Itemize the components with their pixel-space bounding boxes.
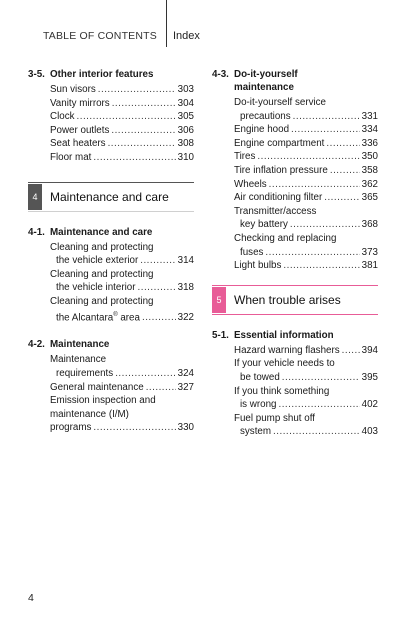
entry-page: 310 <box>177 151 194 163</box>
leader-dots <box>93 421 175 435</box>
toc-entry[interactable] <box>234 123 378 137</box>
leader-dots <box>283 259 359 273</box>
entry-label: Hazard warning flashers <box>234 344 340 356</box>
leader-dots <box>257 150 359 164</box>
entry-page: 381 <box>361 260 378 272</box>
section-number: 4-1. <box>28 226 45 238</box>
toc-entry[interactable] <box>50 241 194 268</box>
entry-page: 394 <box>361 344 378 356</box>
toc-entry[interactable] <box>234 232 378 259</box>
toc-entry[interactable] <box>234 205 378 232</box>
entry-page: 308 <box>177 138 194 150</box>
entry-label: If your vehicle needs to <box>234 358 335 370</box>
index-link[interactable]: Index <box>173 30 200 42</box>
entry-label: precautions <box>240 110 291 122</box>
leader-dots <box>108 137 176 151</box>
entry-label: Clock <box>50 111 75 123</box>
entry-label: Engine hood <box>234 124 290 136</box>
entry-label: Emission inspection and <box>50 395 156 407</box>
entry-page: 336 <box>361 137 378 149</box>
entry-page: 395 <box>361 371 378 383</box>
entry-label: Cleaning and protecting <box>50 295 154 307</box>
section-number: 4-3. <box>212 69 229 80</box>
toc-entry[interactable] <box>50 268 194 295</box>
toc-entry[interactable] <box>234 96 378 123</box>
entry-label: Tire inflation pressure <box>234 164 328 176</box>
leader-dots <box>77 110 176 124</box>
section-3-5 <box>28 68 194 165</box>
entry-label: programs <box>50 422 92 434</box>
entry-label: Checking and replacing <box>234 232 337 244</box>
entry-list <box>28 353 194 435</box>
toc-entry[interactable] <box>50 353 194 380</box>
toc-entry[interactable] <box>50 381 194 395</box>
toc-link[interactable]: TABLE OF CONTENTS <box>42 30 157 42</box>
toc-entry[interactable] <box>50 110 194 124</box>
toc-entry[interactable] <box>234 137 378 151</box>
leader-dots <box>282 371 360 385</box>
entry-label: Seat heaters <box>50 138 106 150</box>
entry-label: is wrong <box>240 399 277 411</box>
entry-label: Cleaning and protecting <box>50 268 154 280</box>
entry-page: 331 <box>361 110 378 122</box>
entry-label: Power outlets <box>50 124 110 136</box>
entry-page: 314 <box>177 255 194 267</box>
entry-label: the vehicle exterior <box>56 255 139 267</box>
right-column <box>212 68 378 439</box>
section-heading[interactable] <box>28 68 194 81</box>
entry-page: 362 <box>361 178 378 190</box>
section-title: Maintenance and care <box>50 226 153 238</box>
toc-entry[interactable] <box>50 97 194 111</box>
entry-page: 327 <box>177 381 194 393</box>
leader-dots <box>138 281 176 295</box>
entry-page: 324 <box>177 367 194 379</box>
leader-dots <box>269 178 360 192</box>
toc-entry[interactable] <box>50 295 194 324</box>
entry-page: 306 <box>177 124 194 136</box>
registered-mark: ® <box>113 311 118 318</box>
entry-label: Light bulbs <box>234 260 282 272</box>
entry-label: If you think something <box>234 385 330 397</box>
toc-entry[interactable] <box>50 137 194 151</box>
entry-page: 358 <box>361 164 378 176</box>
toc-entry[interactable] <box>234 344 378 358</box>
leader-dots <box>326 137 359 151</box>
section-4-3 <box>212 68 378 273</box>
entry-page: 402 <box>361 399 378 411</box>
entry-page: 318 <box>177 282 194 294</box>
section-title: Other interior features <box>50 69 154 80</box>
entry-label: maintenance (I/M) <box>50 408 129 420</box>
entry-label: Air conditioning filter <box>234 192 323 204</box>
entry-label: Engine compartment <box>234 137 325 149</box>
chapter-4-banner[interactable] <box>28 182 194 212</box>
toc-entry[interactable] <box>50 124 194 138</box>
section-title: Essential information <box>234 329 334 341</box>
entry-label: Vanity mirrors <box>50 97 110 109</box>
entry-page: 330 <box>177 422 194 434</box>
entry-page: 403 <box>361 426 378 438</box>
left-column <box>28 68 194 435</box>
section-4-1 <box>28 226 194 325</box>
section-number: 4-2. <box>28 339 45 351</box>
toc-entry[interactable] <box>50 394 194 435</box>
entry-label: Wheels <box>234 178 267 190</box>
entry-label: be towed <box>240 371 280 383</box>
entry-page: 305 <box>177 111 194 123</box>
entry-label-text: area <box>117 311 140 323</box>
leader-dots <box>324 191 359 205</box>
section-title: maintenance <box>234 82 294 93</box>
entry-label: General maintenance <box>50 381 144 393</box>
entry-label: system <box>240 426 272 438</box>
entry-label: Cleaning and protecting <box>50 241 154 253</box>
toc-entry[interactable] <box>234 412 378 439</box>
page-header <box>0 0 416 50</box>
leader-dots <box>330 164 360 178</box>
entry-page: 322 <box>177 311 194 323</box>
entry-page: 334 <box>361 124 378 136</box>
entry-list <box>28 83 194 165</box>
entry-label: key battery <box>240 219 288 231</box>
entry-label <box>56 309 140 325</box>
chapter-title: When trouble arises <box>234 292 341 307</box>
entry-label: Maintenance <box>50 354 107 366</box>
leader-dots <box>93 151 175 165</box>
section-heading[interactable] <box>212 329 378 342</box>
leader-dots <box>140 254 175 268</box>
toc-entry[interactable] <box>234 191 378 205</box>
section-number: 3-5. <box>28 69 45 80</box>
entry-label: Transmitter/access <box>234 205 317 217</box>
section-heading[interactable] <box>212 68 378 94</box>
entry-page: 303 <box>177 84 194 95</box>
entry-label: Fuel pump shut off <box>234 412 315 424</box>
chapter-title: Maintenance and care <box>50 189 169 204</box>
entry-page: 368 <box>361 219 378 231</box>
section-heading[interactable] <box>28 338 194 351</box>
entry-label: Floor mat <box>50 151 92 163</box>
toc-entry[interactable] <box>50 83 194 97</box>
leader-dots <box>98 83 176 97</box>
leader-dots <box>115 367 175 381</box>
toc-entry[interactable] <box>234 178 378 192</box>
toc-entry[interactable] <box>234 150 378 164</box>
entry-list <box>28 241 194 325</box>
entry-page: 373 <box>361 246 378 258</box>
toc-entry[interactable] <box>234 259 378 273</box>
page-number: 4 <box>28 592 34 604</box>
entry-label: Tires <box>234 151 256 163</box>
leader-dots <box>142 311 176 325</box>
entry-page: 304 <box>177 97 194 109</box>
leader-dots <box>278 398 359 412</box>
entry-page: 350 <box>361 151 378 163</box>
entry-label: the vehicle interior <box>56 282 136 294</box>
leader-dots <box>265 246 359 260</box>
leader-dots <box>273 425 360 439</box>
entry-label: Do-it-yourself service <box>234 97 327 108</box>
entry-label-text: the Alcantara <box>56 311 114 323</box>
section-heading[interactable] <box>28 226 194 239</box>
header-divider <box>166 0 167 47</box>
section-title: Do-it-yourself <box>234 69 298 80</box>
toc-entry[interactable] <box>234 385 378 412</box>
leader-dots <box>112 97 176 111</box>
entry-page: 365 <box>361 192 378 204</box>
leader-dots <box>291 123 360 137</box>
entry-list <box>212 96 378 273</box>
toc-entry[interactable] <box>234 357 378 384</box>
leader-dots <box>342 344 360 358</box>
leader-dots <box>146 381 176 395</box>
entry-label: requirements <box>56 367 114 379</box>
section-5-1 <box>212 329 378 439</box>
chapter-number: 4 <box>28 184 42 210</box>
section-number: 5-1. <box>212 329 229 341</box>
toc-entry[interactable] <box>50 151 194 165</box>
entry-label: Sun visors <box>50 84 96 95</box>
leader-dots <box>293 110 360 124</box>
entry-list <box>212 344 378 439</box>
toc-entry[interactable] <box>234 164 378 178</box>
entry-label: fuses <box>240 246 264 258</box>
leader-dots <box>290 218 360 232</box>
chapter-5-banner[interactable] <box>212 285 378 315</box>
chapter-number: 5 <box>212 287 226 313</box>
section-title: Maintenance <box>50 339 110 351</box>
leader-dots <box>111 124 175 138</box>
section-4-2 <box>28 338 194 435</box>
